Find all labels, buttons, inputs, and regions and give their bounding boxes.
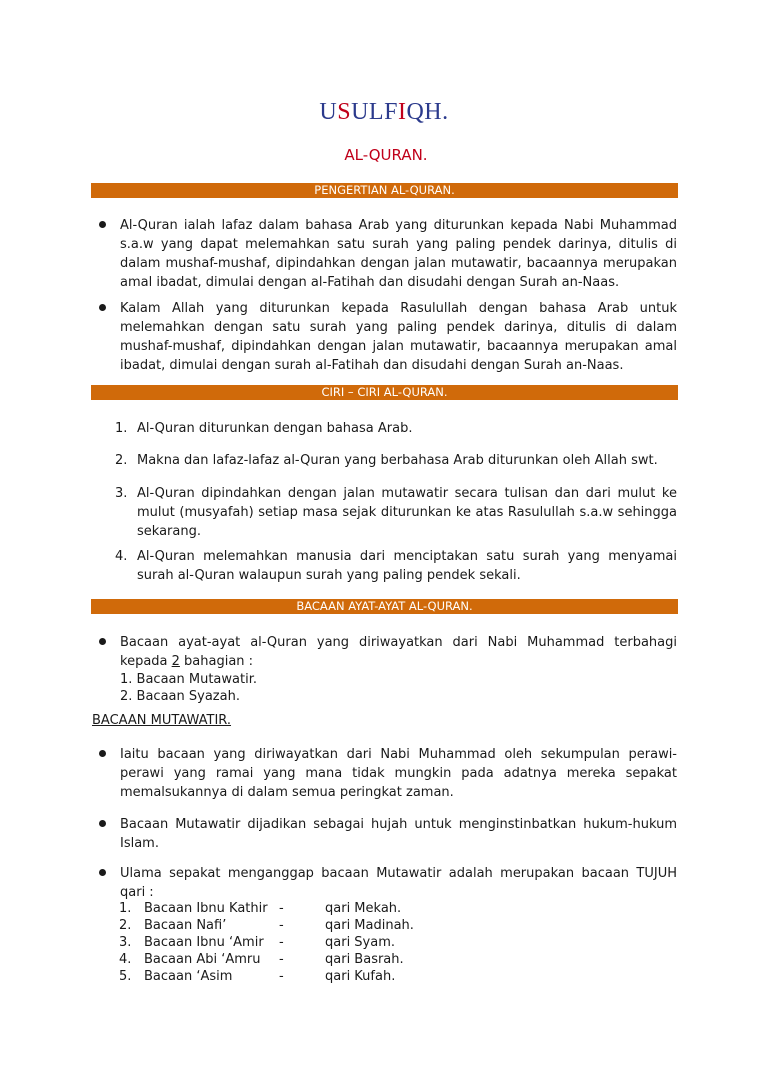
list-item-text: Bacaan Mutawatir dijadikan sebagai hujah untuk menginstinbatkan hukum-hukum Islam. — [120, 817, 677, 851]
ciri-list — [111, 451, 677, 470]
qari-place: qari Basrah. — [325, 952, 404, 967]
list-item — [111, 484, 677, 541]
qari-num: 3. — [119, 935, 132, 950]
list-item — [99, 745, 677, 802]
qari-name: Bacaan ‘Asim — [144, 969, 233, 984]
qari-place: qari Mekah. — [325, 901, 402, 916]
list-item-number: 2. — [115, 453, 128, 468]
pengertian-list — [99, 299, 677, 375]
qari-name: Bacaan Nafi’ — [144, 918, 227, 933]
qari-table — [119, 900, 414, 985]
table-row — [119, 968, 414, 985]
mutawatir-heading: BACAAN MUTAWATIR. — [92, 713, 232, 728]
list-item-text: Ulama sepakat menganggap bacaan Mutawatir adalah merupakan bacaan TUJUH qari : — [120, 866, 677, 900]
section-header-label: PENGERTIAN AL-QURAN. — [314, 183, 455, 197]
section-header-pengertian — [91, 183, 678, 198]
list-item — [111, 419, 677, 438]
section-header-label: CIRI – CIRI AL-QURAN. — [321, 385, 448, 399]
list-item-text: Al-Quran diturunkan dengan bahasa Arab. — [137, 421, 413, 436]
pengertian-list — [99, 216, 677, 292]
qari-dash: - — [279, 901, 284, 916]
page-subtitle: AL-QURAN. — [344, 146, 428, 164]
bullet-icon — [99, 820, 106, 827]
qari-place: qari Kufah. — [325, 969, 396, 984]
list-item-text: Al-Quran melemahkan manusia dari menciptakan satu surah yang menyamai surah al-Quran walaupun surah yang paling pendek sekali. — [137, 549, 677, 583]
list-item-text: Makna dan lafaz-lafaz al-Quran yang berbahasa Arab diturunkan oleh Allah swt. — [137, 453, 658, 468]
section-header-label: BACAAN AYAT-AYAT AL-QURAN. — [296, 599, 473, 613]
qari-place: qari Syam. — [325, 935, 396, 950]
list-item — [99, 216, 677, 292]
list-item-text: bahagian : — [179, 654, 254, 669]
qari-dash: - — [279, 918, 284, 933]
bacaan-list — [99, 633, 677, 705]
title-letter: . — [442, 99, 449, 125]
title-letter: H — [424, 99, 443, 125]
ciri-list — [111, 419, 677, 438]
bullet-icon — [99, 304, 106, 311]
section-header-ciri — [91, 385, 678, 400]
list-item-number: 3. — [115, 486, 128, 501]
qari-num: 2. — [119, 918, 132, 933]
mutawatir-list — [99, 864, 677, 902]
mutawatir-list — [99, 815, 677, 853]
bullet-icon — [99, 638, 106, 645]
list-item-text: Al-Quran ialah lafaz dalam bahasa Arab yang diturunkan kepada Nabi Muhammad s.a.w yang dapat melemahkan satu surah yang paling pendek darinya, ditulis di dalam mushaf-mushaf, dipindahkan dengan jalan mutawatir, bacaannya merupakan amal ibadat, dimulai dengan al-Fatihah dan disudahi dengan Surah an-Naas. — [120, 218, 677, 290]
qari-dash: - — [279, 969, 284, 984]
ciri-list — [111, 547, 677, 585]
list-item-text: Kalam Allah yang diturunkan kepada Rasulullah dengan bahasa Arab untuk melemahkan dengan satu surah yang paling pendek darinya, ditulis di dalam mushaf-mushaf, dipindahkan dengan jalan mutawatir, bacaannya merupakan amal ibadat, dimulai dengan surah al-Fatihah dan disudahi dengan Surah an-Naas. — [120, 301, 677, 373]
qari-dash: - — [279, 952, 284, 967]
count-value: 2 — [171, 654, 180, 669]
qari-dash: - — [279, 935, 284, 950]
list-item-text: Al-Quran dipindahkan dengan jalan mutawatir secara tulisan dan dari mulut ke mulut (musyafah) setiap masa sejak diturunkan ke atas Rasulullah s.a.w sehingga sekarang. — [137, 486, 677, 539]
title-letter: U — [319, 99, 338, 125]
list-item-number: 1. — [115, 421, 128, 436]
title-letter: Q — [406, 99, 425, 125]
qari-num: 1. — [119, 901, 132, 916]
list-item — [99, 633, 677, 705]
list-item-text: Bacaan ayat-ayat al-Quran yang diriwayatkan dari Nabi Muhammad terbahagi kepada — [120, 635, 677, 669]
qari-name: Bacaan Ibnu ‘Amir — [144, 935, 264, 950]
qari-name: Bacaan Ibnu Kathir — [144, 901, 268, 916]
qari-place: qari Madinah. — [325, 918, 414, 933]
bullet-icon — [99, 221, 106, 228]
title-letter: I — [397, 99, 407, 125]
page-title — [0, 99, 768, 126]
bullet-icon — [99, 869, 106, 876]
sub-item: 2. Bacaan Syazah. — [120, 689, 240, 704]
title-letter: S — [337, 99, 352, 125]
table-row — [119, 951, 414, 968]
title-letter: L — [368, 99, 385, 125]
qari-name: Bacaan Abi ‘Amru — [144, 952, 261, 967]
list-item — [99, 864, 677, 902]
list-item — [99, 815, 677, 853]
list-item — [99, 299, 677, 375]
sub-item: 1. Bacaan Mutawatir. — [120, 672, 257, 687]
title-letter: F — [384, 99, 398, 125]
bullet-icon — [99, 750, 106, 757]
section-header-bacaan — [91, 599, 678, 614]
list-item — [111, 451, 677, 470]
list-item-number: 4. — [115, 549, 128, 564]
mutawatir-list — [99, 745, 677, 802]
ciri-list — [111, 484, 677, 541]
title-letter: U — [351, 99, 369, 125]
table-row — [119, 900, 414, 917]
list-item-text: Iaitu bacaan yang diriwayatkan dari Nabi Muhammad oleh sekumpulan perawi-perawi yang ramai yang mana tidak mungkin pada adatnya mereka sepakat memalsukannya di dalam semua peringkat zaman. — [120, 747, 677, 800]
qari-num: 4. — [119, 952, 132, 967]
list-item — [111, 547, 677, 585]
qari-num: 5. — [119, 969, 132, 984]
table-row — [119, 917, 414, 934]
table-row — [119, 934, 414, 951]
